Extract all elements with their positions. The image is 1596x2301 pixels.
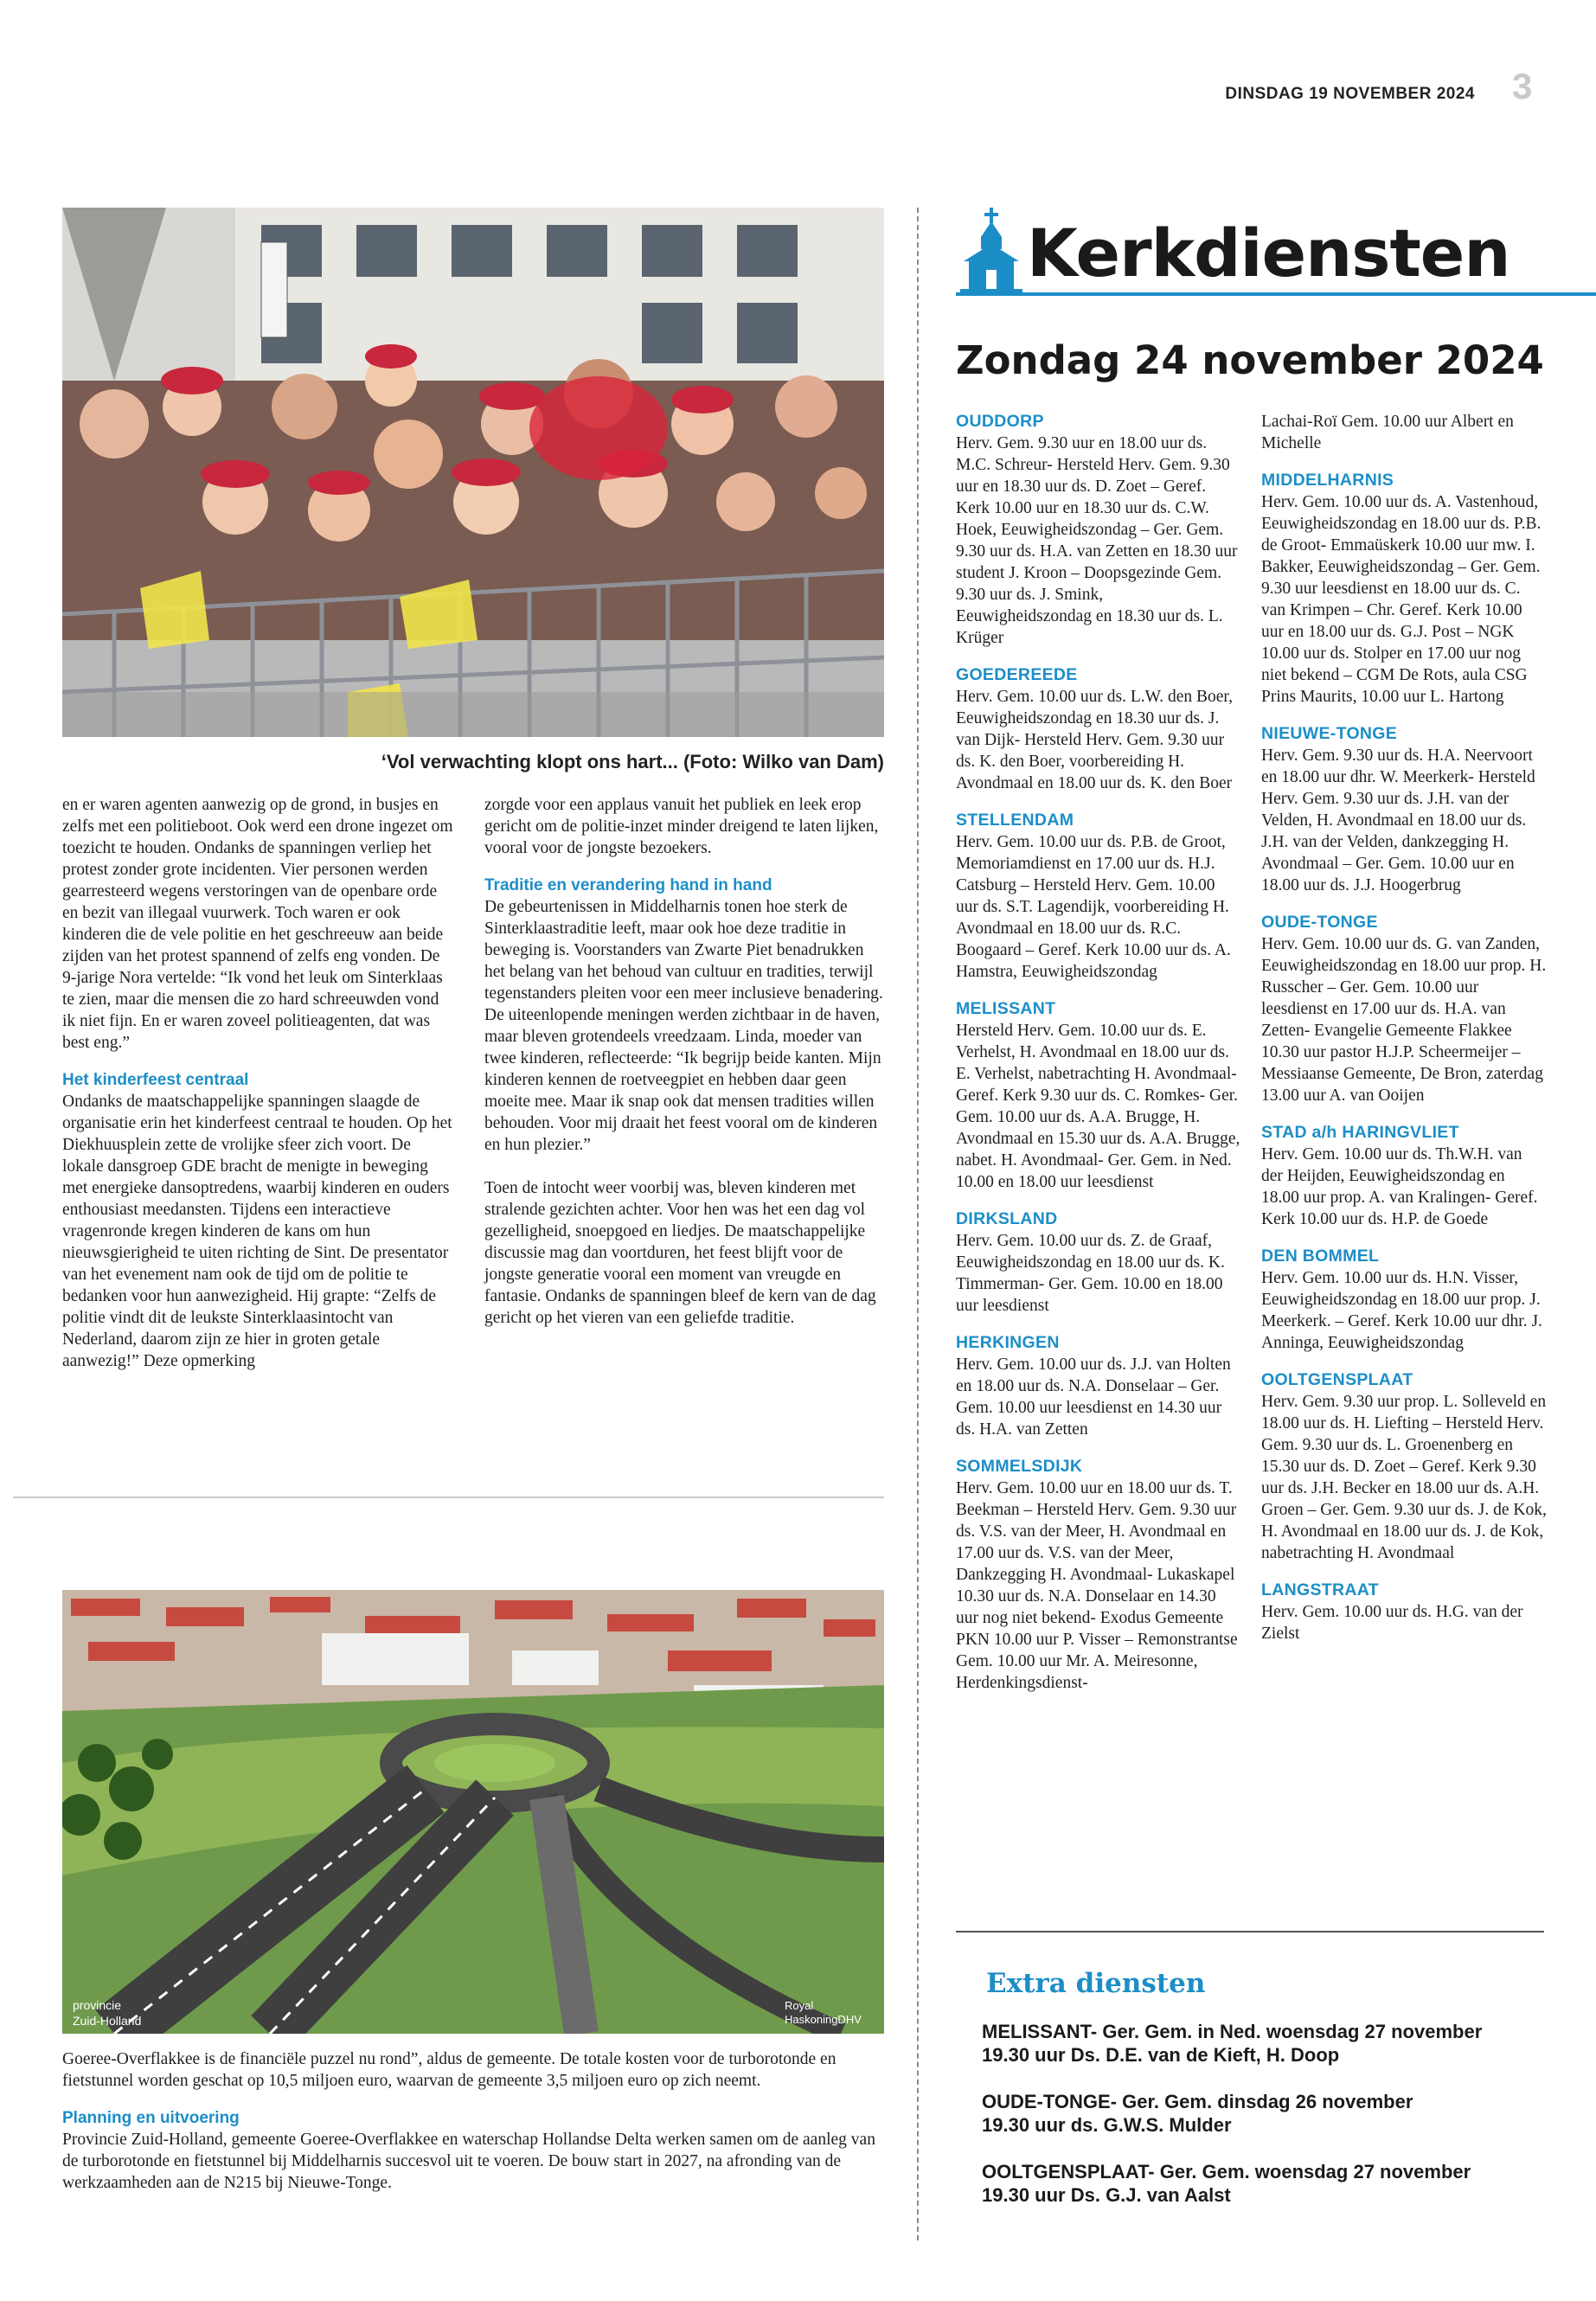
header-date: DINSDAG 19 NOVEMBER 2024 xyxy=(1225,85,1475,103)
article-subheading: Traditie en verandering hand in hand xyxy=(484,876,772,894)
service-listing: Herv. Gem. 9.30 uur en 18.00 uur ds. M.C. Schreur- Hersteld Herv. Gem. 9.30 uur en 18.30 uur ds. D. Zoet – Geref. Kerk 10.00 uur en 18.30 uur ds. C.W. Hoek, Eeuwigheidszondag – Ger. Gem. 9.30 uur ds. H.A. van Zetten en 18.30 uur student J. Kroon – Doopsgezinde Gem. 9.30 uur ds. J. Smink, Eeuwigheidszondag en 18.30 uur ds. L. Krüger xyxy=(956,434,1238,647)
service-listing: Herv. Gem. 10.00 uur ds. A. Vastenhoud, Eeuwigheidszondag en 18.00 uur ds. P.B. de Groot- Emmaüskerk 10.00 uur mw. I. Bakker, Eeuwigheidszondag – Ger. Gem. 9.30 uur leesdienst en 18.00 uur ds. C. van Krimpen – Chr. Geref. Kerk 10.00 uur en 18.00 uur ds. G.J. Post – NGK 10.00 uur ds. Stolper en 17.00 uur nog niet bekend – CGM De Rots, aula CSG Prins Maurits, 10.00 uur L. Hartong xyxy=(1261,493,1542,706)
service-listing: Herv. Gem. 10.00 uur en 18.00 uur ds. T. Beekman – Hersteld Herv. Gem. 9.30 uur ds. V.S. van der Meer, H. Avondmaal en 17.00 uur ds. V.S. van der Meer, Dankzegging H. Avondmaal- Lukaskapel 10.30 uur ds. N.A. Donselaar en 14.30 uur nog niet bekend- Exodus Gemeente PKN 10.00 uur P. Visser – Remonstrantse Gem. 10.00 uur Mr. A. Meiresonne, Herdenkingsdienst- xyxy=(956,1479,1238,1692)
service-listing: Hersteld Herv. Gem. 10.00 uur ds. E. Verhelst, H. Avondmaal en 18.00 uur ds. E. Verhelst, nabetrachting H. Avondmaal- Geref. Kerk 9.30 uur ds. C. Romkes- Ger. Gem. 10.00 uur ds. A.A. Brugge, H. Avondmaal en 15.30 uur ds. A.A. Brugge, nabet. H. Avondmaal- Ger. Gem. in Ned. 10.00 en 18.00 uur leesdienst xyxy=(956,1022,1240,1191)
article-column-2 xyxy=(484,794,884,1329)
services-column-1 xyxy=(956,411,1241,1694)
extra-service-line: OOLTGENSPLAAT- Ger. Gem. woensdag 27 november xyxy=(982,2161,1471,2182)
service-listing: Lachai-Roï Gem. 10.00 uur Albert en Michelle xyxy=(1261,413,1514,452)
town-name: OOLTGENSPLAAT xyxy=(1261,1370,1413,1389)
logo-text: provincie xyxy=(73,1998,122,2012)
article-paragraph: Goeree-Overflakkee is de financiële puzzel nu rond”, aldus de gemeente. De totale kosten voor de turborotonde en fietstunnel worden geschat op 10,5 miljoen euro, waarvan de gemeente 3,5 miljoen euro op zich neemt. xyxy=(62,2050,836,2090)
church-icon xyxy=(960,208,1022,294)
extra-service-line: OUDE-TONGE- Ger. Gem. dinsdag 26 november xyxy=(982,2091,1413,2112)
service-listing: Herv. Gem. 10.00 uur ds. Th.W.H. van der Heijden, Eeuwigheidszondag en 18.00 uur prop. A. van Kralingen- Geref. Kerk 10.00 uur ds. H.P. de Goede xyxy=(1261,1145,1538,1228)
service-listing: Herv. Gem. 10.00 uur ds. L.W. den Boer, Eeuwigheidszondag en 18.30 uur ds. J. van Dijk- Hersteld Herv. Gem. 9.30 uur ds. K. den Boer, voorbereiding H. Avondmaal en 18.00 uur ds. K. den Boer xyxy=(956,688,1234,792)
town-name: DEN BOMMEL xyxy=(1261,1247,1380,1266)
town-name: MELISSANT xyxy=(956,999,1056,1018)
kerkdiensten-title: Kerkdiensten xyxy=(1027,215,1510,292)
service-listing: Herv. Gem. 10.00 uur ds. P.B. de Groot, Memoriamdienst en 17.00 uur ds. H.J. Catsburg – Hersteld Herv. Gem. 10.00 uur ds. S.T. Lagendijk, voorbereiding H. Avondmaal en 18.00 uur ds. R.C. Boogaard – Geref. Kerk 10.00 uur ds. A. Hamstra, Eeuwigheidszondag xyxy=(956,833,1231,981)
town-name: NIEUWE-TONGE xyxy=(1261,724,1398,743)
article-subheading: Planning en uitvoering xyxy=(62,2109,240,2127)
turborotonde-render-image xyxy=(62,1590,884,2034)
page-number: 3 xyxy=(1512,66,1533,106)
extra-services-title: Extra diensten xyxy=(986,1968,1206,1999)
town-name: GOEDEREEDE xyxy=(956,665,1078,684)
extra-divider xyxy=(956,1931,1544,1932)
town-name: OUDDORP xyxy=(956,412,1044,431)
article-paragraph: De gebeurtenissen in Middelharnis tonen hoe sterk de Sinterklaastraditie leeft, maar ook hoe deze traditie in beweging is. Voorstanders van Zwarte Piet benadrukken het belang van het behoud van cultuur en tradities, terwijl tegenstanders pleiten voor een meer inclusieve benadering. De uiteenlopende meningen werden zichtbaar in de haven, maar bleven grotendeels vreedzaam. Linda, moeder van twee kinderen, reflecteerde: “Ik begrijp beide kanten. Mijn kinderen kennen de roetveegpiet en hebben daar geen moeite mee. Maar ik snap ook dat mensen tradities willen behouden. Voor mij draait het feest vooral om de kinderen en hun plezier.” xyxy=(484,898,883,1154)
service-listing: Herv. Gem. 10.00 uur ds. H.G. van der Zielst xyxy=(1261,1603,1523,1643)
service-listing: Herv. Gem. 10.00 uur ds. J.J. van Holten en 18.00 uur ds. N.A. Donselaar – Ger. Gem. 10.00 uur leesdienst en 14.30 uur ds. H.A. van Zetten xyxy=(956,1356,1231,1439)
article-paragraph: zorgde voor een applaus vanuit het publiek en leek erop gericht om de politie-inzet minder dreigend te laten lijken, vooral voor de jongste bezoekers. xyxy=(484,796,879,857)
logo-text: HaskoningDHV xyxy=(785,2013,862,2026)
service-listing: Herv. Gem. 10.00 uur ds. H.N. Visser, Eeuwigheidszondag en 18.00 uur prop. J. Meerkerk. – Geref. Kerk 10.00 uur dhr. J. Anninga, Eeuwigheidszondag xyxy=(1261,1269,1542,1352)
extra-service-item xyxy=(982,2160,1553,2207)
service-listing: Herv. Gem. 9.30 uur prop. L. Solleveld en 18.00 uur ds. H. Liefting – Hersteld Herv. Gem. 9.30 uur ds. L. Groenenberg en 15.30 uur ds. D. Zoet – Geref. Kerk 9.30 uur ds. J.H. Becker en 18.00 uur ds. A.H. Groen – Ger. Gem. 9.30 uur ds. J. de Kok, H. Avondmaal en 18.00 uur ds. J. de Kok, nabetrachting H. Avondmaal xyxy=(1261,1393,1547,1562)
town-name: SOMMELSDIJK xyxy=(956,1457,1083,1476)
extra-service-line: 19.30 uur Ds. D.E. van de Kieft, H. Doop xyxy=(982,2044,1340,2066)
article-column-1 xyxy=(62,794,456,1372)
extra-service-item xyxy=(982,2090,1553,2137)
article-subheading: Het kinderfeest centraal xyxy=(62,1071,249,1089)
logo-text: Zuid-Holland xyxy=(73,2014,142,2028)
article-paragraph: en er waren agenten aanwezig op de grond, in busjes en zelfs met een politieboot. Ook werd een drone ingezet om toezicht te houden. Ondanks de spanningen verliep het protest zonder grote incidenten. Vier personen werden gearresteerd wegens verstoringen van de openbare orde en bezit van illegaal vuurwerk. Toch waren er ook kinderen die de vele politie en het geschreeuw aan beide zijden van het protest spannend of zelfs eng vonden. De 9-jarige Nora vertelde: “Ik vond het leuk om Sinterklaas te zien, maar die mensen die zo hard schreeuwden vond ik niet fijn. En er waren zoveel politieagenten, dat was best eng.” xyxy=(62,796,453,1052)
town-name: HERKINGEN xyxy=(956,1333,1060,1352)
service-listing: Herv. Gem. 9.30 uur ds. H.A. Neervoort en 18.00 uur dhr. W. Meerkerk- Hersteld Herv. Gem. 9.30 uur ds. J.H. van der Velden, H. Avondmaal en 18.00 uur ds. J.H. van der Velden, dankzegging H. Avondmaal – Ger. Gem. 10.00 uur en 18.00 uur ds. J.J. Hoogerbrug xyxy=(1261,747,1535,894)
sinterklaas-crowd-photo xyxy=(62,208,884,737)
town-name: STELLENDAM xyxy=(956,811,1074,830)
article-2 xyxy=(62,2048,884,2194)
town-name: LANGSTRAAT xyxy=(1261,1580,1379,1599)
section-divider xyxy=(13,1497,884,1498)
extra-service-line: 19.30 uur ds. G.W.S. Mulder xyxy=(982,2114,1232,2136)
town-name: STAD a/h HARINGVLIET xyxy=(1261,1123,1459,1142)
service-listing: Herv. Gem. 10.00 uur ds. G. van Zanden, Eeuwigheidszondag en 18.00 uur prop. H. Russcher – Ger. Gem. 10.00 uur leesdienst en 17.00 uur ds. H.A. van Zetten- Evangelie Gemeente Flakkee 10.30 uur pastor H.J.P. Scheermeijer – Messiaanse Gemeente, De Bron, zaterdag 13.00 uur A. van Ooijen xyxy=(1261,935,1547,1105)
logo-text: Royal xyxy=(785,1999,814,2012)
extra-service-line: 19.30 uur Ds. G.J. van Aalst xyxy=(982,2184,1231,2206)
title-underline xyxy=(956,292,1596,296)
extra-service-item xyxy=(982,2020,1553,2067)
services-column-2 xyxy=(1261,411,1547,1644)
town-name: DIRKSLAND xyxy=(956,1209,1058,1228)
town-name: OUDE-TONGE xyxy=(1261,913,1378,932)
town-name: MIDDELHARNIS xyxy=(1261,471,1394,490)
service-listing: Herv. Gem. 10.00 uur ds. Z. de Graaf, Eeuwigheidszondag en 18.00 uur ds. K. Timmerman- Ger. Gem. 10.00 en 18.00 uur leesdienst xyxy=(956,1232,1225,1315)
extra-service-line: MELISSANT- Ger. Gem. in Ned. woensdag 27 november xyxy=(982,2021,1483,2042)
article-paragraph: Ondanks de maatschappelijke spanningen slaagde de organisatie erin het kinderfeest centraal te houden. Op het Diekhuusplein zette de vrolijke sfeer zich voort. De lokale dansgroep GDE bracht de menigte in beweging met energieke dansoptredens, waarbij kinderen en ouders enthousiast meedansten. Tijdens een interactieve vragenronde kregen kinderen de kans om hun nieuwsgierigheid te uiten richting de Sint. De presentator van het evenement nam ook de tijd om de politie te bedanken voor hun aanwezigheid. Hij grapte: “Zelfs de politie vindt dit de leukste Sinterklaasintocht van Nederland, daarom zijn ze hier in groten getale aanwezig!” Deze opmerking xyxy=(62,1093,452,1370)
column-divider xyxy=(917,208,919,2240)
photo-caption: ‘Vol verwachting klopt ons hart... (Foto: Wilko van Dam) xyxy=(381,751,884,772)
article-paragraph: Toen de intocht weer voorbij was, bleven kinderen met stralende gezichten achter. Voor hen was het een dag vol gezelligheid, snoepgoed en liedjes. De maatschappelijke discussie mag dan voortduren, het feest blijft voor de jongste generatie vooral een moment van vreugde en fantasie. Ondanks de spanningen bleef de kern van de dag gericht op het vieren van een geliefde traditie. xyxy=(484,1179,876,1327)
article-paragraph: Provincie Zuid-Holland, gemeente Goeree-Overflakkee en waterschap Hollandse Delta werken samen om de aanleg van de turborotonde en fietstunnel bij Middelharnis succesvol uit te voeren. De bouw start in 2027, na afronding van de werkzaamheden aan de N215 bij Nieuwe-Tonge. xyxy=(62,2131,875,2192)
service-date: Zondag 24 november 2024 xyxy=(956,337,1544,383)
